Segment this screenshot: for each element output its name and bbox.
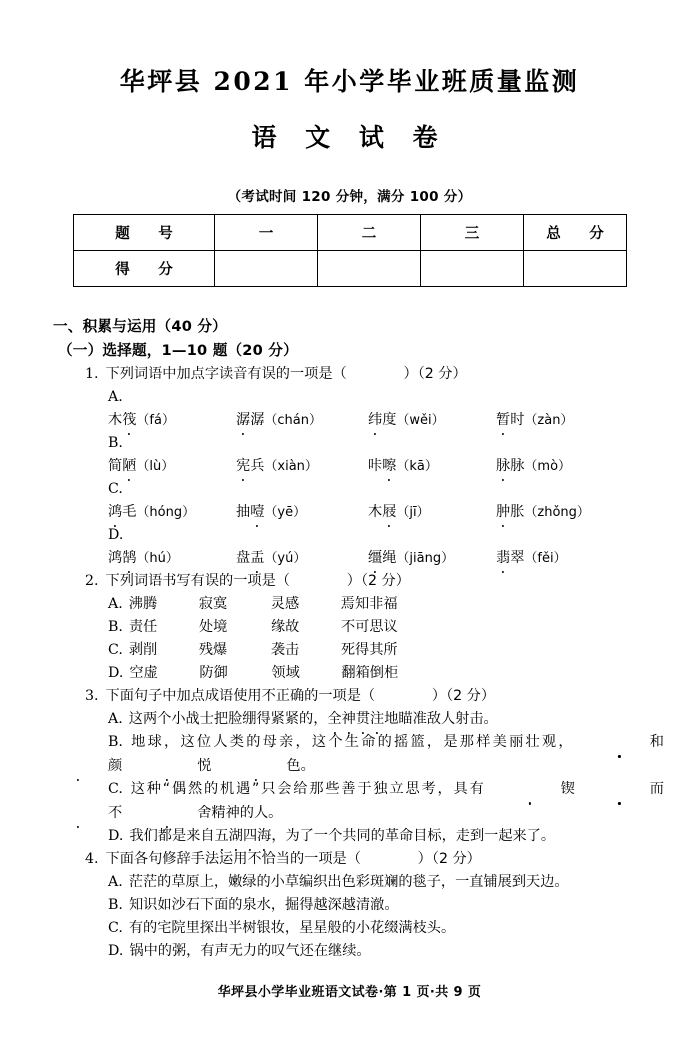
sentence-post: 。 xyxy=(300,757,315,774)
score-cell-two[interactable] xyxy=(318,251,421,287)
question-2-option-d[interactable] xyxy=(108,662,666,685)
option-label-a: A. xyxy=(108,711,123,727)
option-label-b: B. xyxy=(108,897,123,913)
dotted-char: 四 xyxy=(243,825,257,848)
sentence-pre: 我们都是来自 xyxy=(129,828,215,844)
word-item: 焉知非福 xyxy=(340,596,398,612)
option-label-a: A. xyxy=(108,874,123,890)
exam-info: （考试时间 120 分钟，满分 100 分） xyxy=(227,189,472,205)
question-3-option-a[interactable] xyxy=(108,708,666,731)
dotted-char: 色 xyxy=(211,755,300,779)
score-table-col-one: 一 xyxy=(215,215,318,251)
word-item: 责任 xyxy=(128,619,158,635)
word-cell: 缰绳（jiāng） xyxy=(368,547,496,570)
dotted-char: 嚓 xyxy=(382,455,396,478)
score-table xyxy=(73,214,627,287)
word-item: 灵感 xyxy=(270,596,300,612)
option-text: 有的宅院里探出半树银妆，星星般的小花缀满枝头。 xyxy=(128,920,456,936)
dotted-char: 悦 xyxy=(122,755,211,779)
dotted-char: 锲 xyxy=(486,778,575,802)
question-2-option-c[interactable] xyxy=(108,639,666,662)
word-item: 空虚 xyxy=(129,665,158,681)
word-item: 残爆 xyxy=(198,642,228,658)
score-cell-three[interactable] xyxy=(421,251,524,287)
question-3-option-c[interactable] xyxy=(33,778,666,825)
word-item: 沸腾 xyxy=(128,596,158,612)
dotted-char: 五 xyxy=(215,825,229,848)
word-item: 处境 xyxy=(198,619,228,635)
q1-c-words xyxy=(108,501,666,524)
option-label-d: D. xyxy=(108,665,124,681)
word-cell: 盘盂（yú） xyxy=(236,547,368,570)
word-item: 缘故 xyxy=(270,619,300,635)
word-cell: 木筏（fá） xyxy=(108,409,236,432)
score-cell-total[interactable] xyxy=(524,251,627,287)
word-cell: 翡翠（fěi） xyxy=(496,547,606,570)
question-1-option-a[interactable] xyxy=(108,386,666,432)
question-4-option-d[interactable] xyxy=(108,940,666,963)
question-4-option-c[interactable] xyxy=(108,917,666,940)
dotted-char: 肿 xyxy=(496,501,510,524)
word-cell: 木屐（jī） xyxy=(368,501,496,524)
dotted-char: 宪 xyxy=(236,455,250,478)
option-text: 知识如沙石下面的泉水，掘得越深越清澈。 xyxy=(128,897,399,913)
score-cell-one[interactable] xyxy=(215,251,318,287)
word-item: 剥削 xyxy=(128,642,158,658)
word-cell: 鸿鹄（hú） xyxy=(108,547,236,570)
question-3-number: 3. xyxy=(85,688,99,704)
sentence-post: 精神的人。 xyxy=(211,804,283,821)
option-label-a: A. xyxy=(108,596,123,612)
word-item: 防御 xyxy=(199,665,228,681)
question-2-text: 下列词语书写有误的一项是（ ）（2 分） xyxy=(105,573,410,589)
question-1-option-c[interactable] xyxy=(108,478,666,524)
option-label-d: D. xyxy=(108,943,124,959)
question-1-option-b[interactable] xyxy=(108,432,666,478)
sentence-pre: 这种“偶然的机遇”只会给那些善于独立思考，具有 xyxy=(128,781,486,797)
sentence-post: ，为了一个共同的革命目标，走到一起来了。 xyxy=(271,828,556,844)
dotted-char: 盂 xyxy=(250,547,264,570)
table-row-question-numbers xyxy=(74,215,627,251)
dotted-char: 屐 xyxy=(382,501,396,524)
score-table-col-three: 三 xyxy=(421,215,524,251)
table-row-scores xyxy=(74,251,627,287)
question-3-text: 下面句子中加点成语使用不正确的一项是（ ）（2 分） xyxy=(105,688,496,704)
word-item: 不可思议 xyxy=(340,619,398,635)
word-cell: 潺潺（chán） xyxy=(236,409,368,432)
dotted-char: 颜 xyxy=(33,755,122,779)
word-cell: 暂时（zàn） xyxy=(496,409,606,432)
option-label-d: D. xyxy=(108,828,124,844)
option-label-b: B. xyxy=(108,435,123,451)
question-3-option-b[interactable] xyxy=(33,731,666,778)
option-text: 锅中的粥，有声无力的叹气还在继续。 xyxy=(129,943,371,959)
q1-a-words xyxy=(108,409,666,432)
q1-b-words xyxy=(108,455,666,478)
word-item: 领域 xyxy=(271,665,300,681)
score-table-col-total: 总 分 xyxy=(524,215,627,251)
word-cell: 纬度（wěi） xyxy=(368,409,496,432)
question-4-text: 下面各句修辞手法运用不恰当的一项是（ ）（2 分） xyxy=(105,851,481,867)
question-1-number: 1. xyxy=(85,366,99,382)
dotted-char: 神 xyxy=(342,708,356,731)
dotted-char: 翡 xyxy=(496,547,510,570)
dotted-char: 舍 xyxy=(122,802,211,826)
word-cell: 简陋（lù） xyxy=(108,455,236,478)
paper-content xyxy=(0,315,699,963)
dotted-char: 脉 xyxy=(496,455,510,478)
option-label-c: C. xyxy=(108,920,123,936)
page-subtitle: 语 文 试 卷 xyxy=(251,123,448,152)
question-2-stem xyxy=(85,570,666,593)
dotted-char: 鸿 xyxy=(108,501,122,524)
dotted-char: 不 xyxy=(33,802,122,826)
question-4-option-a[interactable] xyxy=(108,871,666,894)
dotted-char: 纬 xyxy=(368,409,382,432)
dotted-char: 贯 xyxy=(356,708,370,731)
question-1-stem xyxy=(85,363,666,386)
word-cell: 鸿毛（hóng） xyxy=(108,501,236,524)
page-title: 华坪县 2021 年小学毕业班质量监测 xyxy=(119,67,580,96)
word-item: 翻箱倒柜 xyxy=(341,665,399,681)
dotted-char: 和 xyxy=(575,731,664,755)
word-item: 死得其所 xyxy=(340,642,398,658)
question-1-option-d[interactable] xyxy=(108,524,666,570)
option-label-b: B. xyxy=(108,734,123,750)
dotted-char: 潺 xyxy=(236,409,250,432)
question-4-stem xyxy=(85,848,666,871)
score-table-row-label-number: 题 号 xyxy=(74,215,215,251)
q1-d-words xyxy=(108,547,666,570)
word-cell: 咔嚓（kā） xyxy=(368,455,496,478)
dotted-char: 陋 xyxy=(122,455,136,478)
option-label-c: C. xyxy=(108,481,123,497)
score-table-row-label-score: 得 分 xyxy=(74,251,215,287)
option-label-b: B. xyxy=(108,619,123,635)
word-cell: 脉脉（mò） xyxy=(496,455,606,478)
sentence-pre: 地球，这位人类的母亲，这个生命的摇篮，是那样美丽壮观， xyxy=(128,734,575,750)
dotted-char: 而 xyxy=(575,778,664,802)
dotted-char: 噎 xyxy=(250,501,264,524)
option-label-d: D. xyxy=(108,527,124,543)
subsection-heading-choice: （一）选择题，1—10 题（20 分） xyxy=(58,342,298,359)
question-4-option-b[interactable] xyxy=(108,894,666,917)
question-2-option-b[interactable] xyxy=(108,616,666,639)
question-3-option-d[interactable] xyxy=(108,825,666,848)
option-label-c: C. xyxy=(108,642,123,658)
dotted-char: 湖 xyxy=(229,825,243,848)
dotted-idiom xyxy=(327,711,384,727)
dotted-idiom xyxy=(215,828,272,844)
word-cell: 宪兵（xiàn） xyxy=(236,455,368,478)
question-2-number: 2. xyxy=(85,573,99,589)
dotted-char: 缰 xyxy=(368,547,382,570)
word-cell: 抽噎（yē） xyxy=(236,501,368,524)
dotted-char: 注 xyxy=(370,708,384,731)
word-cell: 肿胀（zhǒng） xyxy=(496,501,606,524)
dotted-char: 暂 xyxy=(496,409,510,432)
option-label-c: C. xyxy=(108,781,123,797)
section-heading-one: 一、积累与运用（40 分） xyxy=(53,318,227,335)
dotted-char: 筏 xyxy=(122,409,136,432)
score-table-wrapper xyxy=(73,214,626,287)
page-footer: 华坪县小学毕业班语文试卷·第 1 页·共 9 页 xyxy=(217,985,482,1000)
exam-paper-page xyxy=(0,62,699,1063)
question-1-text: 下列词语中加点字读音有误的一项是（ ）（2 分） xyxy=(105,366,467,382)
dotted-char: 海 xyxy=(257,825,271,848)
word-item: 寂寞 xyxy=(198,596,228,612)
option-text: 茫茫的草原上，嫩绿的小草编织出色彩斑斓的毯子，一直铺展到天边。 xyxy=(128,874,569,890)
option-label-a: A. xyxy=(108,389,123,405)
dotted-char: 鹄 xyxy=(122,547,136,570)
question-4-number: 4. xyxy=(85,851,99,867)
question-3-stem xyxy=(85,685,666,708)
sentence-post: 地瞄准敌人射击。 xyxy=(384,711,498,727)
sentence-pre: 这两个小战士把脸绷得紧紧的， xyxy=(128,711,328,727)
question-2-option-a[interactable] xyxy=(108,593,666,616)
score-table-col-two: 二 xyxy=(318,215,421,251)
word-item: 袭击 xyxy=(270,642,300,658)
dotted-char: 全 xyxy=(327,708,341,731)
